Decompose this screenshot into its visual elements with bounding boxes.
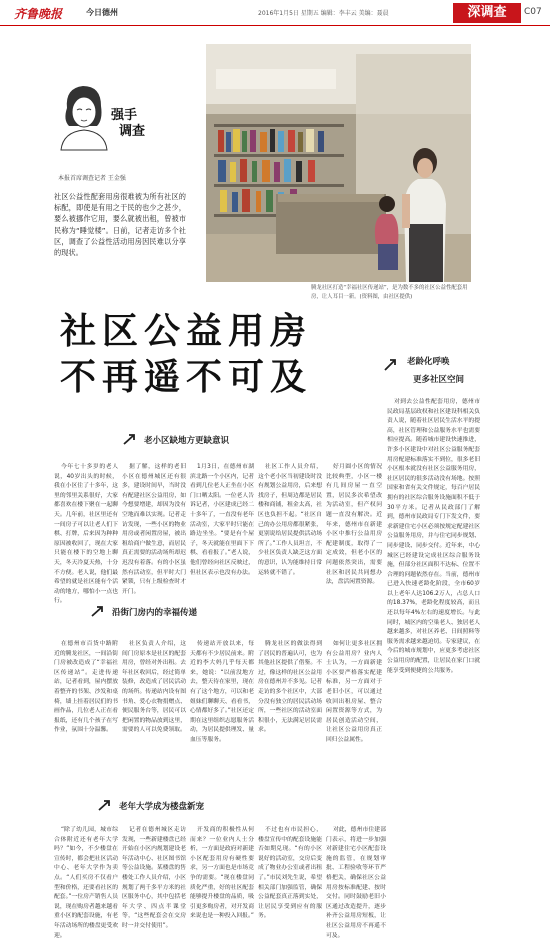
subhead-arrow-icon [122, 432, 138, 446]
section1-col-1: 今年七十多岁的老人说，40岁出头的时候，我在小区住了十多年，这里的邻里关系很好，大家都喜欢在楼下聚在一起聊天。几年前，社区里还有一间房子可以让老人们下棋、打牌，后来因为种种原因被收回了，现在大家只能在楼下的空地上聊天，冬天冷夏天热，十分不方便。老人说，他们最希望的就是社区能有个活动的地方，哪怕小一点也行。 [54, 464, 118, 605]
library-photo-image [206, 44, 471, 282]
section2-col-4: 腾龙社区的做法得到了居民的普遍认可，也为其他社区提供了借鉴。不过，像这样的社区公益用房在德州并不多见。记者走访的多个社区中，大部分没有独立的居民活动场所，一些社区的活动室面积很小，无法满足居民需求。 [258, 641, 322, 734]
subhead-2: 沿街门房内的幸福传递 [112, 608, 198, 618]
section1-col-4: 社区工作人员介绍，这个老小区当初建设时没有规划公益用房，后来想找房子，但周边都是居民楼和商铺，租金太高，社区也负担不起。“社区自己的办公用房都很紧张，更别说给居民提供活动场所了。”工作人员坦言，不少社区负责人缺乏这方面的意识，认为能维持日常运转就不错了。 [258, 464, 322, 576]
section1-col-3: 1月3日，在德州市湖滨北路一个小区内，记者看到几位老人正坐在小区门口晒太阳。一位老人告诉记者，小区建成已经二十多年了，一直没有老年活动室，大家平时只能在路边坐坐。“要是有个屋子，冬天就能在里面下下棋、看看报了。”老人说，他们曾经向社区反映过，但社区表示也没有办法。 [190, 464, 254, 576]
right-column-text: 对到去公益性配套用房，德州市民政局基层政权和社区建设科相关负责人说，随着社区居民生活水平的提高，社区管理和公益服务水平也需要相应提高。随着城市建设快速推进，许多小区建设中对社区公益服务配套用房配建标准落实不到位，很多老旧小区根本就没有社区公益服务用房，社区居民的很多活动没有场地。按照国家和省有关文件规定，每百户居民拥有的社区综合服务设施面积不低于30平方米。记者从民政部门了解到，德州市民政局专门下发文件，要求新建住宅小区必须按规定配建社区公益服务用房，并与住宅同步规划、同步建设、同步交付。近年来，中心城区已经建设完成社区综合服务设施，但部分社区面积不达标、位置不合理的问题依然存在。当前，德州市已进入快速老龄化阶段，全市60岁以上老年人达106.2万人，占总人口的18.37%，老龄化程度较高，而且还以每年4%左右的速度增长。与此同时，城区内的空巢老人、独居老人越来越多，对社区养老、日间照料等服务需求越来越迫切。专家建议，在今后的城市规划中，应更多考虑社区公益用房的配置，让居民在家门口就能享受到便捷的公共服务。 [387, 399, 480, 674]
paper-name: 齐鲁晚报 [14, 7, 63, 21]
headline-line-2: 不再遥不可及 [60, 356, 313, 398]
section2-col-1: 在德州市百货中路附近的腾龙社区，一间沿街门房被改造成了“幸福社区传递站”。走进传递站，记者看到，屋内摆放着整齐的书架、沙发和桌椅，墙上挂着居民们的书画作品，几位老人正在看报纸，还有几个孩子在写作业，氛围十分温馨。 [54, 641, 118, 734]
dateline: 2016年1月5日 星期五 编辑：李丰云 美编：聂晨 [258, 10, 389, 17]
subhead-1: 老小区缺地方更缺意识 [144, 436, 230, 446]
section3-col-3: 开发商的积极性从何而来？一位业内人士分析，一方面是政府对新建小区配套用房有硬性要求，另一方面也是市场竞争的需要。“现在楼盘同质化严重，好的社区配套能够提升楼盘的品质，吸引更多购房者，对开发商来说也是一种投入回报。” [190, 827, 254, 920]
section1-col-2: 据了解，这样的老旧小区在德州城区还有很多，建设时间早，当时没有配建社区公益用房，如今想要增建，却因为没有空地而难以实现。记者走访发现，一些小区的物业用房或者闲置房屋，被出租给商户做生意，而居民真正需要的活动场所却迟迟没有着落。有的小区虽然有活动室，但平时大门紧锁，只有上级检查时才开门。 [122, 464, 186, 595]
section-mini: 今日德州 [86, 8, 118, 17]
masthead [0, 0, 550, 26]
subhead-3: 老年大学成为楼盘新宠 [119, 802, 205, 812]
deck-arrow-icon [383, 356, 399, 372]
section3-col-2: 记者在德州城区走访发现，一些新建楼盘已经开始在小区内规划建设老年活动中心、社区图书馆等公益设施。某楼盘的售楼处工作人员介绍，小区规划了两千多平方米的社区服务中心，其中包括老年大学、四点半课堂等，“这些配套会在交房时一并交付使用”。 [122, 827, 186, 929]
main-headline [60, 308, 312, 400]
section3-col-1: “除了幼儿园，城市综合体附近还有老年大学吗？”如今，不少楼盘在宣传时，都会把社区活动中心、老年大学作为卖点。“人们买房不仅看户型和价格，还要看社区的配套。”一位房产销售人员说，现在购房者越来越看重小区的配套设施，有老年活动场所的楼盘更受欢迎。 [54, 827, 118, 939]
photo-caption: 腾龙社区打造“幸福社区传递站”，是为数不多的社区公益性配套用房，让人耳目一新。(资料图，由社区提供) [311, 285, 468, 300]
page-number: C07 [524, 7, 542, 17]
section-badge: 深调查 [453, 3, 521, 23]
deck-line-2: 更多社区空间 [413, 375, 465, 385]
section2-col-3: 传递站开放以来，每天都有不少居民前来。附近的李大妈几乎每天都来，她说：“以前没地方去，整天待在家里，现在有了这个地方，可以和老姐妹们聊聊天、看看书，心情都好多了。”社区还定期在这里组织志愿服务活动，为居民提供理发、量血压等服务。 [190, 641, 254, 743]
section3-col-4: 不过也有市民担心，楼盘宣传中的配套设施能否如期兑现。“有的小区说好的活动室，交房后变成了物业办公室或者出租了。”市民刘先生说，希望相关部门加强监管，确保公益配套真正落到实处，让居民享受到应有的服务。 [258, 827, 322, 920]
reporter-sketch-icon [53, 80, 113, 150]
subhead-arrow-icon [90, 604, 106, 618]
subhead-arrow-icon [97, 798, 113, 812]
deck-line-1: 老龄化呼唤 [407, 357, 450, 367]
section3-col-5: 对此，德州市住建部门表示，将进一步加强对新建住宅小区配套设施的监管，在规划审批、工程验收等环节严格把关，确保社区公益用房按标准配建、按时交付。同时鼓励老旧小区通过改造提升，逐步补齐公益用房短板，让社区公益用房不再遥不可及。 [326, 827, 386, 939]
headline-line-1: 社区公益用房 [60, 310, 313, 352]
section1-col-5: 好月圆小区的情况比较典型，小区一楼有几间房屋一直空置，居民多次希望改为活动室，但产权问题一直没有解决。近年来，德州市在新建小区中推行公益用房配建制度，取得了一定成效，但老小区的问题依然突出，需要社区和居民共同想办法，盘活闲置资源。 [326, 464, 382, 586]
deck-subtitle [407, 353, 464, 389]
column-title: 强手 调查 [111, 108, 146, 139]
reporter-column-header [45, 80, 155, 180]
section2-col-2: 社区负责人介绍，这间门房原本是社区的配套用房，曾经对外出租。去年社区收回后，经过简单装修，改造成了居民活动的场所。传递站内设有图书角、爱心衣物捐赠点、便民服务台等，居民可以把闲置的物品放到这里，需要的人可以免费领取。 [122, 641, 186, 734]
section2-col-5: 如何让更多社区拥有公益用房？业内人士认为，一方面新建小区要严格落实配建标准，另一方面对于老旧小区，可以通过收回出租房屋、整合闲置资源等方式，为居民创造活动空间，让社区公益用房真正回归公益属性。 [326, 641, 382, 743]
news-photo [206, 44, 471, 282]
lead-paragraph: 社区公益性配套用房很难被为所有社区的标配，即使是有用之于民的也少之甚少，要么被挪作它用，要么就被出租，曾被市民称为“睡觉楼”。日前，记者走访多个社区，调查了公益性活动用房因民难以分享的现状。 [54, 192, 186, 258]
reporter-caption: 本报首席调查记者 王金强 [58, 175, 126, 182]
